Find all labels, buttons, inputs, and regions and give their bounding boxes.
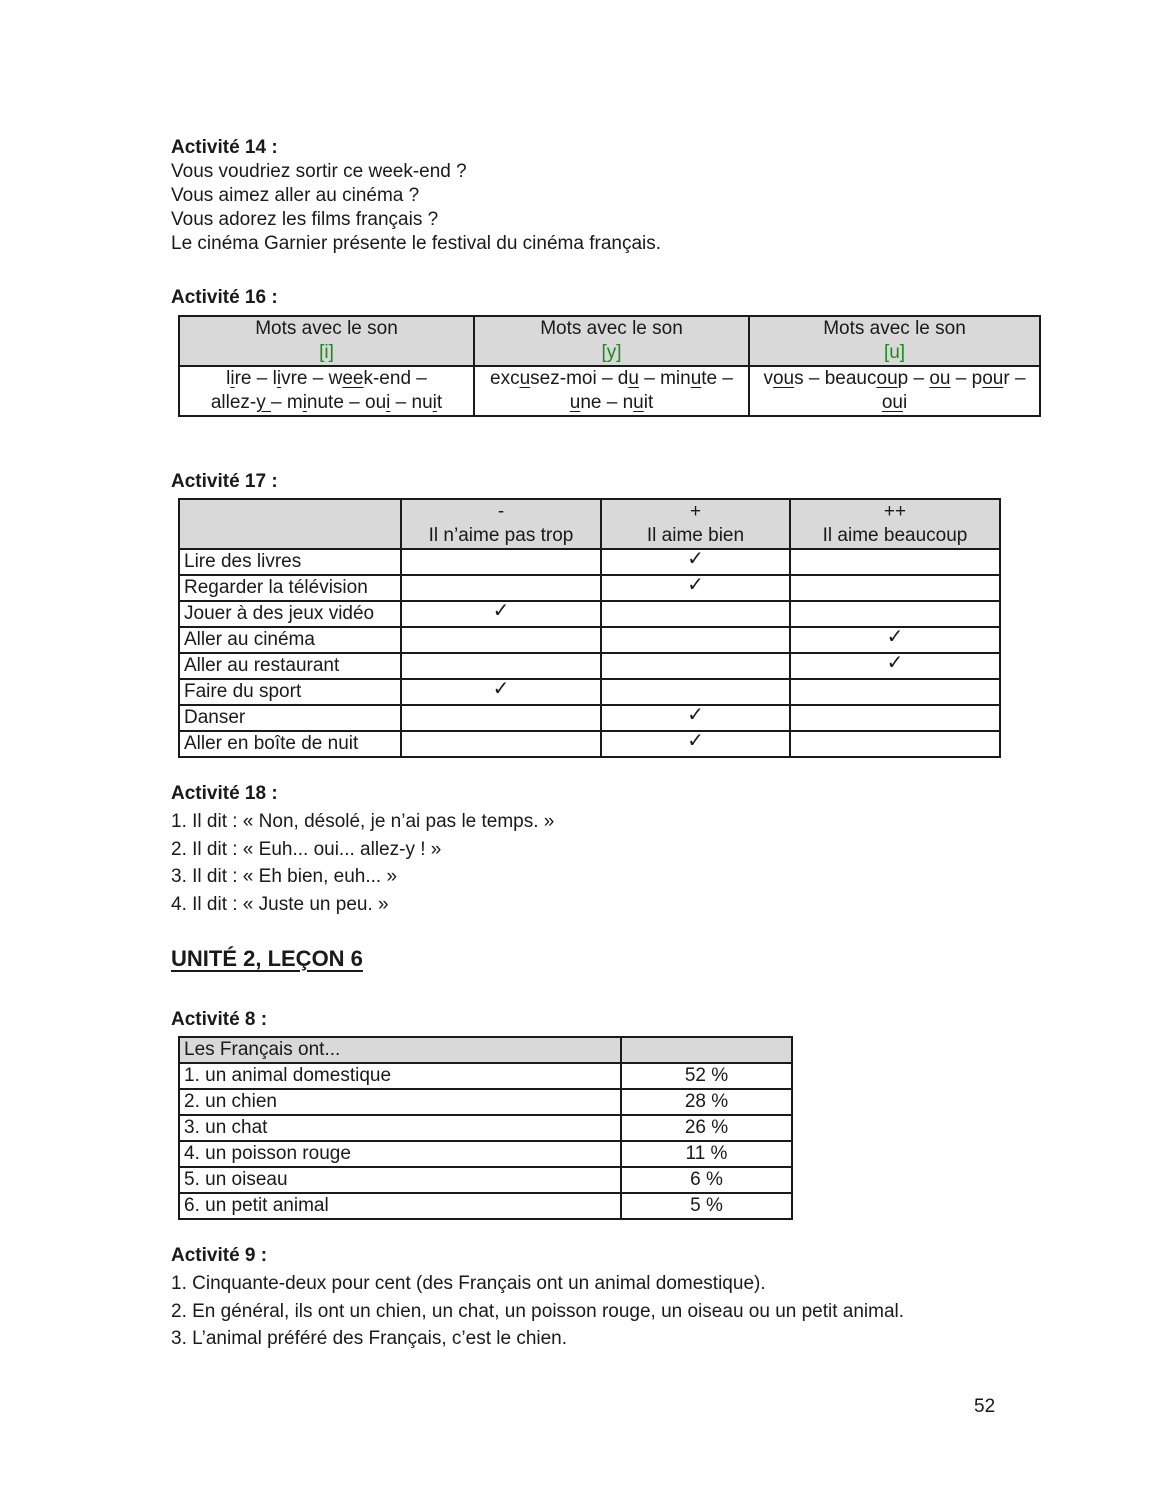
preference-row xyxy=(179,627,1000,653)
sound-header-text: Mots avec le son xyxy=(823,318,966,339)
activity-14-line: Vous voudriez sortir ce week-end ? xyxy=(171,161,467,182)
preference-label: Il aime beaucoup xyxy=(822,525,968,546)
activity-18 xyxy=(171,782,554,918)
preference-symbol: + xyxy=(689,501,702,522)
activity-17-title: Activité 17 : xyxy=(171,471,278,492)
preference-cell xyxy=(790,627,1000,653)
preference-cell xyxy=(601,627,790,653)
check-icon: ✓ xyxy=(687,730,704,752)
preference-row xyxy=(179,575,1000,601)
sound-letters: u xyxy=(690,368,702,389)
activity-18-title: Activité 18 : xyxy=(171,783,278,804)
activity-9 xyxy=(171,1244,904,1353)
unit-title: UNITÉ 2, LEÇON 6 xyxy=(171,946,363,971)
preferences-table xyxy=(178,498,1001,758)
pet-percentage: 52 % xyxy=(621,1063,792,1089)
sound-letters: u xyxy=(519,368,531,389)
check-icon: ✓ xyxy=(492,678,510,700)
word-part: r – xyxy=(1003,368,1026,389)
activity-label: Jouer à des jeux vidéo xyxy=(179,601,401,627)
preference-cell xyxy=(401,653,601,679)
sound-letters: i xyxy=(230,368,235,389)
activity-9-title: Activité 9 : xyxy=(171,1245,268,1266)
activity-18-line: 1. Il dit : « Non, désolé, je n’ai pas le temps. » xyxy=(171,811,555,832)
preference-cell xyxy=(790,601,1000,627)
activity-14-line: Vous adorez les films français ? xyxy=(171,209,439,230)
preference-cell xyxy=(401,705,601,731)
sound-words-y xyxy=(474,366,749,416)
activity-9-line: 1. Cinquante-deux pour cent (des Français ont un animal domestique). xyxy=(171,1273,766,1294)
words-line xyxy=(752,391,1037,415)
sound-letters: u xyxy=(633,392,644,413)
word-part: te – xyxy=(701,368,733,389)
preference-cell xyxy=(601,549,790,575)
sound-words-i xyxy=(179,366,474,416)
pet-label: 4. un poisson rouge xyxy=(179,1141,621,1167)
sound-words-u xyxy=(749,366,1040,416)
word-part: l xyxy=(226,368,231,389)
preferences-corner-cell xyxy=(179,499,401,549)
pet-label: 3. un chat xyxy=(179,1115,621,1141)
preference-row xyxy=(179,653,1000,679)
page-number: 52 xyxy=(974,1396,996,1417)
sound-letters: y xyxy=(256,392,271,413)
preference-label: Il aime bien xyxy=(646,525,745,546)
pet-percentage: 26 % xyxy=(621,1115,792,1141)
preference-header xyxy=(601,499,790,549)
pets-row xyxy=(179,1115,792,1141)
word-part: – min xyxy=(638,368,691,389)
sound-header xyxy=(179,316,474,366)
check-icon: ✓ xyxy=(886,652,904,674)
words-line xyxy=(477,391,746,415)
pets-row xyxy=(179,1167,792,1193)
pet-label: 1. un animal domestique xyxy=(179,1063,621,1089)
preference-cell xyxy=(601,705,790,731)
preference-cell xyxy=(401,549,601,575)
sound-symbol: [y] xyxy=(601,342,622,363)
words-line xyxy=(477,367,746,391)
pet-percentage: 11 % xyxy=(621,1141,792,1167)
word-part: t xyxy=(436,392,443,413)
word-part: exc xyxy=(490,368,520,389)
pets-row xyxy=(179,1141,792,1167)
activity-label: Regarder la télévision xyxy=(179,575,401,601)
preference-cell xyxy=(601,601,790,627)
sound-letters: i xyxy=(386,392,391,413)
pet-label: 6. un petit animal xyxy=(179,1193,621,1219)
preference-cell xyxy=(401,731,601,757)
sound-header xyxy=(749,316,1040,366)
preference-cell xyxy=(790,731,1000,757)
word-part: allez- xyxy=(210,392,257,413)
word-part: v xyxy=(763,368,773,389)
word-part: re – l xyxy=(234,368,277,389)
sound-letters: ou xyxy=(772,368,795,389)
check-icon: ✓ xyxy=(886,626,904,648)
activity-label: Danser xyxy=(179,705,401,731)
pets-header-empty xyxy=(621,1037,792,1063)
sound-letters: u xyxy=(569,392,581,413)
word-part: s – beauc xyxy=(794,368,877,389)
activity-14-line: Vous aimez aller au cinéma ? xyxy=(171,185,420,206)
preference-cell xyxy=(401,679,601,705)
word-part: sez-moi – d xyxy=(530,368,629,389)
check-icon: ✓ xyxy=(687,574,704,596)
activity-label: Aller au cinéma xyxy=(179,627,401,653)
sound-letters: i xyxy=(432,392,437,413)
word-part: – m xyxy=(271,392,303,413)
preference-cell xyxy=(401,601,601,627)
sound-symbol: [i] xyxy=(319,342,334,363)
activity-label: Aller au restaurant xyxy=(179,653,401,679)
preference-cell xyxy=(790,653,1000,679)
preference-row xyxy=(179,731,1000,757)
activity-14 xyxy=(171,136,661,256)
pet-percentage: 5 % xyxy=(621,1193,792,1219)
activity-18-line: 4. Il dit : « Juste un peu. » xyxy=(171,893,389,915)
activity-14-title: Activité 14 : xyxy=(171,137,278,158)
pet-percentage: 6 % xyxy=(621,1167,792,1193)
word-part: it xyxy=(643,392,654,413)
preference-cell xyxy=(601,679,790,705)
activity-8-title: Activité 8 : xyxy=(171,1009,268,1030)
sound-header-text: Mots avec le son xyxy=(540,318,683,339)
sound-letters: ou xyxy=(876,368,898,389)
preference-cell xyxy=(401,575,601,601)
preference-row xyxy=(179,601,1000,627)
word-part: k-end – xyxy=(363,368,427,389)
check-icon: ✓ xyxy=(687,704,704,726)
pets-body xyxy=(179,1063,792,1219)
word-part: i xyxy=(902,392,908,413)
preference-row xyxy=(179,549,1000,575)
preference-cell xyxy=(790,705,1000,731)
preference-row xyxy=(179,679,1000,705)
preference-cell xyxy=(401,627,601,653)
sound-letters: ou xyxy=(929,368,951,389)
activity-16-title: Activité 16 : xyxy=(171,287,278,308)
word-part: ne – n xyxy=(580,392,634,413)
pets-header: Les Français ont... xyxy=(179,1037,621,1063)
words-line xyxy=(182,367,471,391)
pets-row xyxy=(179,1089,792,1115)
sound-letters: ee xyxy=(342,368,364,389)
activity-label: Aller en boîte de nuit xyxy=(179,731,401,757)
preference-cell xyxy=(601,653,790,679)
pet-percentage: 28 % xyxy=(621,1089,792,1115)
activity-14-line: Le cinéma Garnier présente le festival du cinéma français. xyxy=(171,233,662,254)
preference-cell xyxy=(790,575,1000,601)
pet-label: 5. un oiseau xyxy=(179,1167,621,1193)
sound-letters: i xyxy=(302,392,307,413)
sound-symbol: [u] xyxy=(883,342,906,363)
sound-table xyxy=(178,315,1041,417)
activity-9-line: 3. L’animal préféré des Français, c’est le chien. xyxy=(171,1328,568,1349)
word-part: vre – w xyxy=(281,368,343,389)
activity-label: Faire du sport xyxy=(179,679,401,705)
check-icon: ✓ xyxy=(492,600,510,622)
preference-symbol: ++ xyxy=(883,501,907,522)
words-line xyxy=(182,391,471,415)
pets-table xyxy=(178,1036,793,1220)
word-part: – nu xyxy=(390,392,433,413)
sound-letters: u xyxy=(628,368,639,389)
activity-label: Lire des livres xyxy=(179,549,401,575)
preference-cell xyxy=(790,679,1000,705)
preference-row xyxy=(179,705,1000,731)
sound-header-text: Mots avec le son xyxy=(255,318,398,339)
preferences-body xyxy=(179,549,1000,757)
preference-header xyxy=(401,499,601,549)
sound-header xyxy=(474,316,749,366)
word-part: p – xyxy=(897,368,930,389)
sound-letters: ou xyxy=(881,392,903,413)
word-part: – p xyxy=(950,368,983,389)
pets-row xyxy=(179,1193,792,1219)
activity-9-line: 2. En général, ils ont un chien, un chat, un poisson rouge, un oiseau ou un petit animal. xyxy=(171,1300,905,1322)
preference-label: Il n’aime pas trop xyxy=(428,525,574,546)
word-part: nute – ou xyxy=(306,392,387,413)
words-line xyxy=(752,367,1037,391)
preference-cell xyxy=(601,731,790,757)
sound-letters: ou xyxy=(982,368,1004,389)
pet-label: 2. un chien xyxy=(179,1089,621,1115)
preference-header xyxy=(790,499,1000,549)
activity-18-line: 2. Il dit : « Euh... oui... allez-y ! » xyxy=(171,838,442,860)
activity-18-line: 3. Il dit : « Eh bien, euh... » xyxy=(171,866,398,887)
preference-symbol: - xyxy=(497,501,505,522)
preference-cell xyxy=(790,549,1000,575)
preference-cell xyxy=(601,575,790,601)
sound-letters: i xyxy=(276,368,282,389)
pets-row xyxy=(179,1063,792,1089)
check-icon: ✓ xyxy=(687,548,704,570)
